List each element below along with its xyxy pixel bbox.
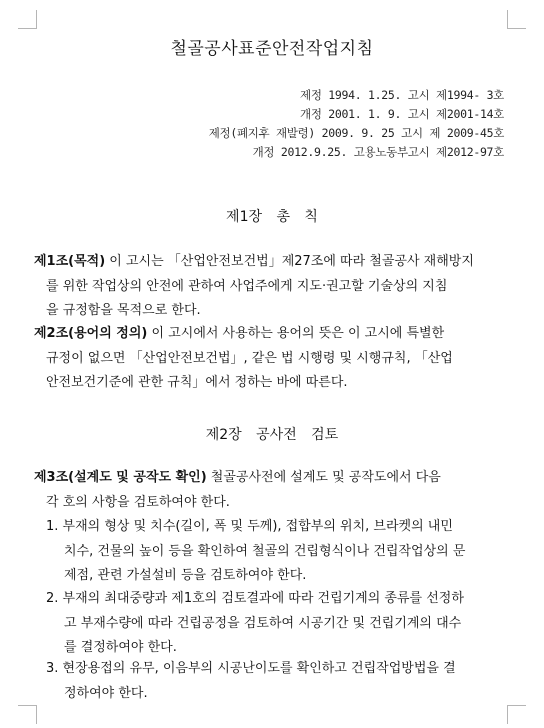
item-text: 제점, 관련 가설설비 등을 검토하여야 한다. xyxy=(64,568,307,583)
article-text: 규정이 없으면 「산업안전보건법」, 같은 법 시행령 및 시행규칙, 「산업 xyxy=(46,350,453,366)
crop-mark-top-right xyxy=(507,10,526,29)
article-text: 를 위한 작업상의 안전에 관하여 사업주에게 지도·권고할 기술상의 지침 xyxy=(46,278,448,294)
list-item-3 xyxy=(46,657,512,706)
article-text: 을 규정함을 목적으로 한다. xyxy=(46,303,201,318)
article-text: 안전보건기준에 관한 규칙」에서 정하는 바에 따른다. xyxy=(46,375,348,390)
article-text: 이 고시에서 사용하는 용어의 뜻은 이 고시에 특별한 xyxy=(147,326,445,341)
item-text: 를 결정하여야 한다. xyxy=(64,640,177,655)
revision-history xyxy=(209,86,504,162)
article-label: 제2조(용어의 정의) xyxy=(34,326,148,341)
revision-line: 개정 2012.9.25. 고용노동부고시 제2012-97호 xyxy=(252,145,504,159)
article-text: 각 호의 사항을 검토하여야 한다. xyxy=(46,494,230,510)
item-text: 3. 현장용접의 유무, 이음부의 시공난이도를 확인하고 건립작업방법을 결 xyxy=(46,661,456,676)
item-text: 정하여야 한다. xyxy=(64,685,148,701)
article-text: 이 고시는 「산업안전보건법」제27조에 따라 철골공사 재해방지 xyxy=(105,254,474,269)
article-1 xyxy=(34,250,512,324)
list-item-2 xyxy=(46,587,512,661)
revision-line: 제정(폐지후 재발령) 2009. 9. 25 고시 제 2009-45호 xyxy=(208,126,504,140)
crop-mark-bottom-right xyxy=(507,705,526,724)
article-label: 제1조(목적) xyxy=(34,254,106,269)
article-text: 철골공사전에 설계도 및 공작도에서 다음 xyxy=(206,470,441,485)
list-item-1 xyxy=(46,515,512,589)
chapter-heading-1: 제1장 총 칙 xyxy=(226,209,318,225)
revision-line: 제정 1994. 1.25. 고시 제1994- 3호 xyxy=(300,88,504,102)
chapter-heading-2: 제2장 공사전 검토 xyxy=(205,427,339,443)
document-title: 철골공사표준안전작업지침 xyxy=(170,39,374,59)
revision-line: 개정 2001. 1. 9. 고시 제2001-14호 xyxy=(300,107,504,121)
article-2 xyxy=(34,322,512,396)
item-text: 치수, 건물의 높이 등을 확인하여 철골의 건립형식이나 건립작업상의 문 xyxy=(64,543,466,559)
article-label: 제3조(설계도 및 공작도 확인) xyxy=(34,470,207,485)
article-3 xyxy=(34,466,512,515)
item-text: 1. 부재의 형상 및 치수(길이, 폭 및 두께), 접합부의 위치, 브라켓의 내민 xyxy=(46,519,453,534)
item-text: 고 부재수량에 따라 건립공정을 검토하여 시공기간 및 건립기계의 대수 xyxy=(64,615,462,631)
item-text: 2. 부재의 최대중량과 제1호의 검토결과에 따라 건립기계의 종류를 선정하 xyxy=(46,591,464,606)
crop-mark-top-left xyxy=(18,10,37,29)
crop-mark-bottom-left xyxy=(18,705,37,724)
